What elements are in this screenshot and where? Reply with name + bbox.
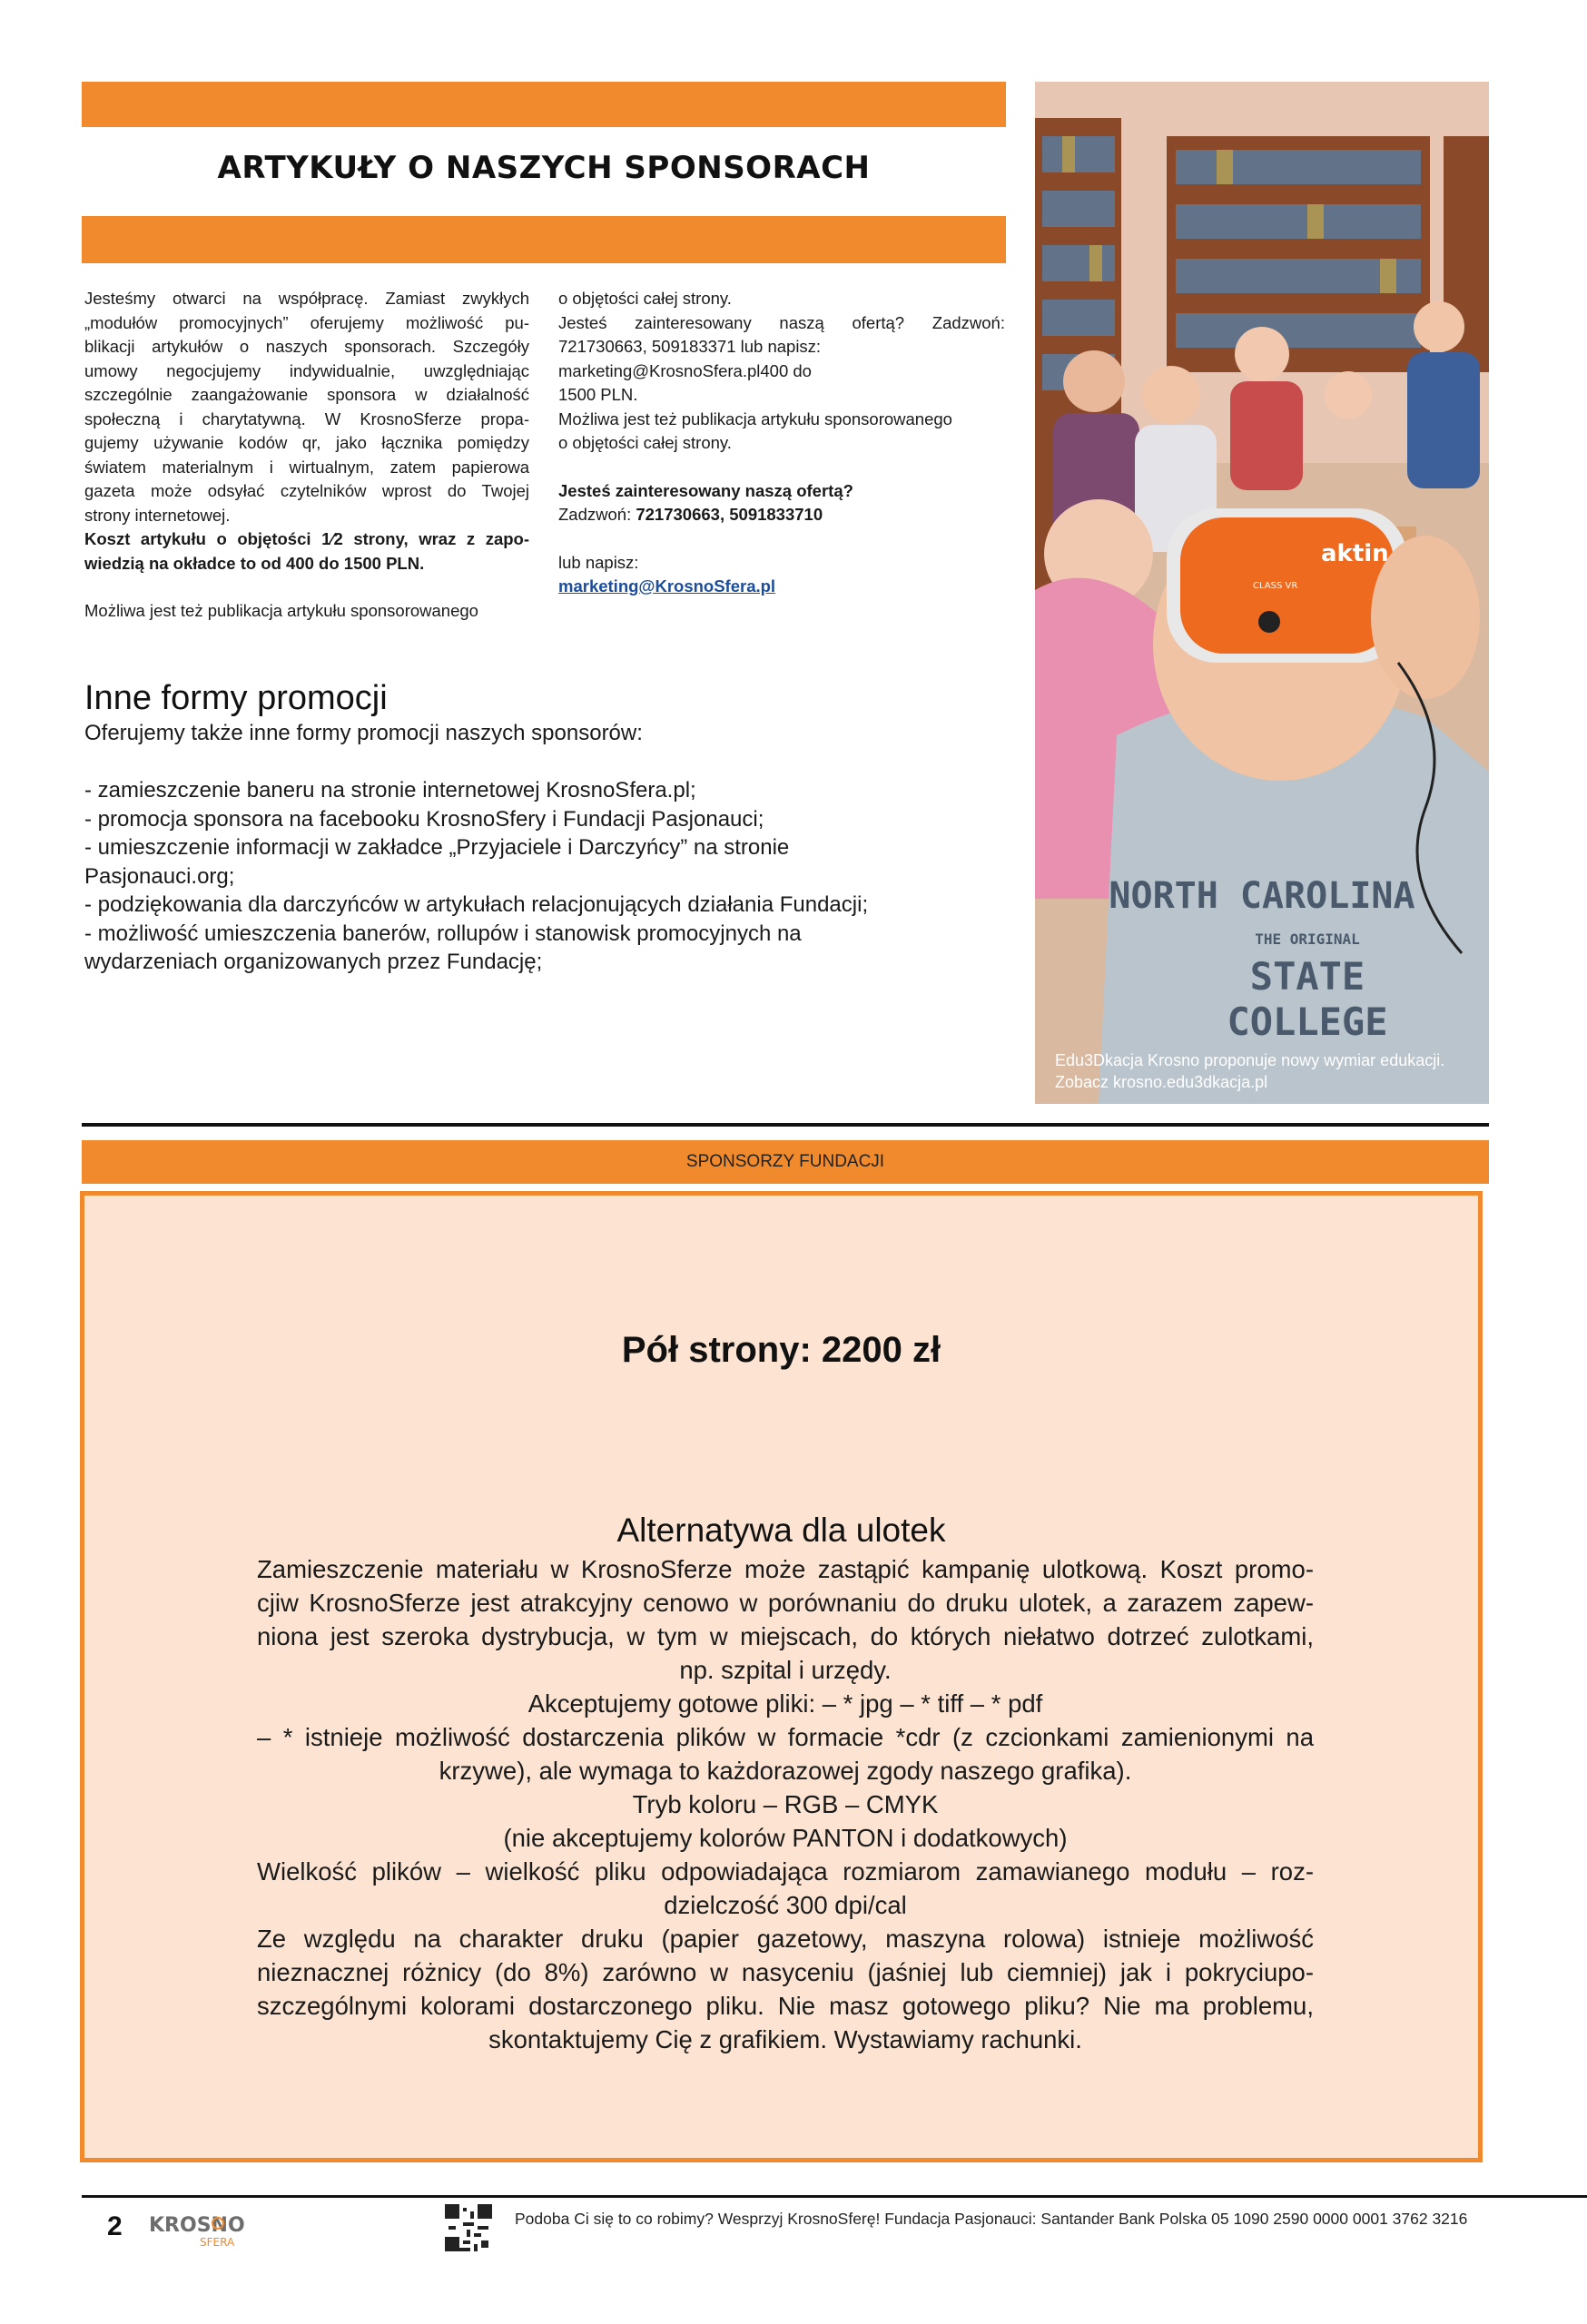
section-divider [82,1123,1489,1127]
vr-classroom-photo [1035,82,1489,1104]
text-line: strony internetowej. [84,505,231,525]
ad-body-line: nieznacznej różnicy (do 8%) zarówno w nasyceniu (jaśniej lub ciemniej) jak i pokryciupo- [257,1958,1314,1986]
promotion-title: Inne formy promocji [84,679,388,717]
text-line: szczególnie zaangażowanie sponsora w działalność [84,385,529,404]
promotion-list [84,719,1001,977]
promotion-line: - podziękowania dla darczyńców w artykułach relacjonujących działania Fundacji; [84,892,869,917]
qr-code[interactable] [445,2204,492,2251]
text-line: Jesteś zainteresowany naszą ofertą? Zadzwoń: [558,312,1005,332]
text-line: Jesteśmy otwarci na współpracę. Zamiast zwykłych [84,289,529,308]
ad-body-line: cjiw KrosnoSferze jest atrakcyjny cenowo w porównaniu do druku ulotek, a zarazem zapew- [257,1589,1314,1617]
ad-body-line: (nie akceptujemy kolorów PANTON i dodatkowych) [503,1824,1068,1852]
text-line: gujemy używanie kodów qr, jako łącznika pomiędzy [84,433,529,452]
ad-body-line: Tryb koloru – RGB – CMYK [632,1790,939,1818]
headset-model: CLASS VR [1253,581,1298,591]
article-column-right [558,287,1005,599]
promotion-line: - umieszczenie informacji w zakładce „Przyjaciele i Darczyńcy” na stronie [84,835,790,860]
promotion-line: - zamieszczenie baneru na stronie internetowej KrosnoSfera.pl; [84,778,696,803]
ad-body-line: np. szpital i urzędy. [679,1656,892,1684]
intro-paragraph [84,287,529,527]
ad-price: Pół strony: 2200 zł [621,1330,941,1370]
call-label: Zadzwoń: [558,505,636,524]
ad-body-line: – * istnieje możliwość dostarczenia plików w formacie *cdr (z czcionkami zamienionymi na [257,1723,1314,1751]
ad-body-line: dzielczość 300 dpi/cal [664,1891,907,1919]
shirt-text: COLLEGE [1227,1000,1388,1044]
caption-line: Edu3Dkacja Krosno proponuje nowy wymiar edukacji. [1055,1051,1445,1069]
article-column-left [84,287,529,624]
call-line [558,503,1005,527]
also-paragraph: Możliwa jest też publikacja artykułu sponsorowanego [84,601,478,620]
logo-text: KROSNO [149,2214,245,2237]
text-line: 721730663, 509183371 lub napisz: [558,337,822,356]
cost-paragraph [84,527,529,576]
footer-support-text: Podoba Ci się to co robimy? Wesprzyj KrosnoSferę! Fundacja Pasjonauci: Santander Bank Polska 05 1090 2590 0000 0001 3762 3216 [515,2210,1468,2228]
text-line: wiedzią na okładce to od 400 do 1500 PLN. [84,553,425,573]
promotion-line: wydarzeniach organizowanych przez Fundację; [84,950,543,974]
promotion-line: Pasjonauci.org; [84,863,235,889]
ad-body [257,1552,1314,2056]
caption-line: Zobacz krosno.edu3dkacja.pl [1055,1073,1268,1091]
logo-text: SFERA [200,2236,235,2249]
shirt-text: THE ORIGINAL [1255,931,1360,948]
text-line: marketing@KrosnoSfera.pl400 do [558,360,812,380]
shirt-text: STATE [1249,954,1365,999]
shirt-text: NORTH CAROLINA [1109,875,1415,917]
footer-line [82,2195,1587,2198]
headset-brand: aktin [1321,540,1389,567]
section-title: ARTYKUŁY O NASZYCH SPONSORACH [217,150,871,186]
text-line: społeczną i charytatywną. W KrosnoSferze propa- [84,409,529,428]
email-link[interactable]: marketing@KrosnoSfera.pl [558,576,776,596]
text-line: Możliwa jest też publikacja artykułu sponsorowanego [558,409,952,428]
text-line: „modułów promocyjnych” oferujemy możliwość pu- [84,312,529,332]
text-line: blikacji artykułów o naszych sponsorach. Szczegóły [84,337,529,356]
ad-body-line: krzywe), ale wymaga to każdorazowej zgody naszego grafika). [439,1757,1132,1785]
write-label: lub napisz: [558,552,639,572]
ad-body-line: niona jest szeroka dystrybucja, w tym w miejscach, do których niełatwo dotrzeć zulotkami, [257,1622,1314,1650]
ad-body-line: szczególnymi kolorami dostarczonego pliku. Nie masz gotowego pliku? Nie ma problemu, [257,1992,1314,2020]
text-line: gazeta może odsyłać czytelników wprost do Twojej [84,481,529,500]
ad-body-line: Wielkość plików – wielkość pliku odpowiadająca rozmiarom zamawianego modułu – roz- [257,1857,1314,1886]
promotion-line: Oferujemy także inne formy promocji naszych sponsorów: [84,721,643,745]
text-line: umowy negocjujemy indywidualnie, uwzględniając [84,360,529,380]
offer-question: Jesteś zainteresowany naszą ofertą? [558,480,853,500]
text-line: o objętości całej strony. [558,433,732,452]
ad-body-line: Ze względu na charakter druku (papier gazetowy, maszyna rolowa) istnieje możliwość [257,1925,1314,1953]
ad-body-line: skontaktujemy Cię z grafikiem. Wystawiamy rachunki. [488,2025,1082,2053]
promotion-line: - promocja sponsora na facebooku KrosnoSfery i Fundacji Pasjonauci; [84,806,764,832]
krosnosfera-logo [145,2210,263,2251]
sponsors-label: SPONSORZY FUNDACJI [685,1152,885,1171]
page-number: 2 [107,2211,123,2241]
promotion-line [84,748,1001,777]
phone-numbers: 721730663, 5091833710 [636,505,823,524]
ad-body-line: Akceptujemy gotowe pliki: – * jpg – * tiff – * pdf [527,1689,1043,1718]
header-bottom-bar [82,216,1006,263]
text-line: 1500 PLN. [558,385,638,404]
text-line: światem materialnym i wirtualnym, zatem papierowa [84,457,529,477]
photo-caption [1055,1049,1482,1093]
text-line: o objętości całej strony. [558,289,732,308]
ad-body-line: Zamieszczenie materiału w KrosnoSferze może zastąpić kampanię ulotkową. Koszt promo- [257,1555,1314,1583]
text-line: Koszt artykułu o objętości 1⁄2 strony, wraz z zapo- [84,529,529,548]
promotion-line: - możliwość umieszczenia banerów, rollupów i stanowisk promocyjnych na [84,921,802,946]
ad-heading: Alternatywa dla ulotek [616,1512,946,1549]
header-top-bar [82,82,1006,127]
